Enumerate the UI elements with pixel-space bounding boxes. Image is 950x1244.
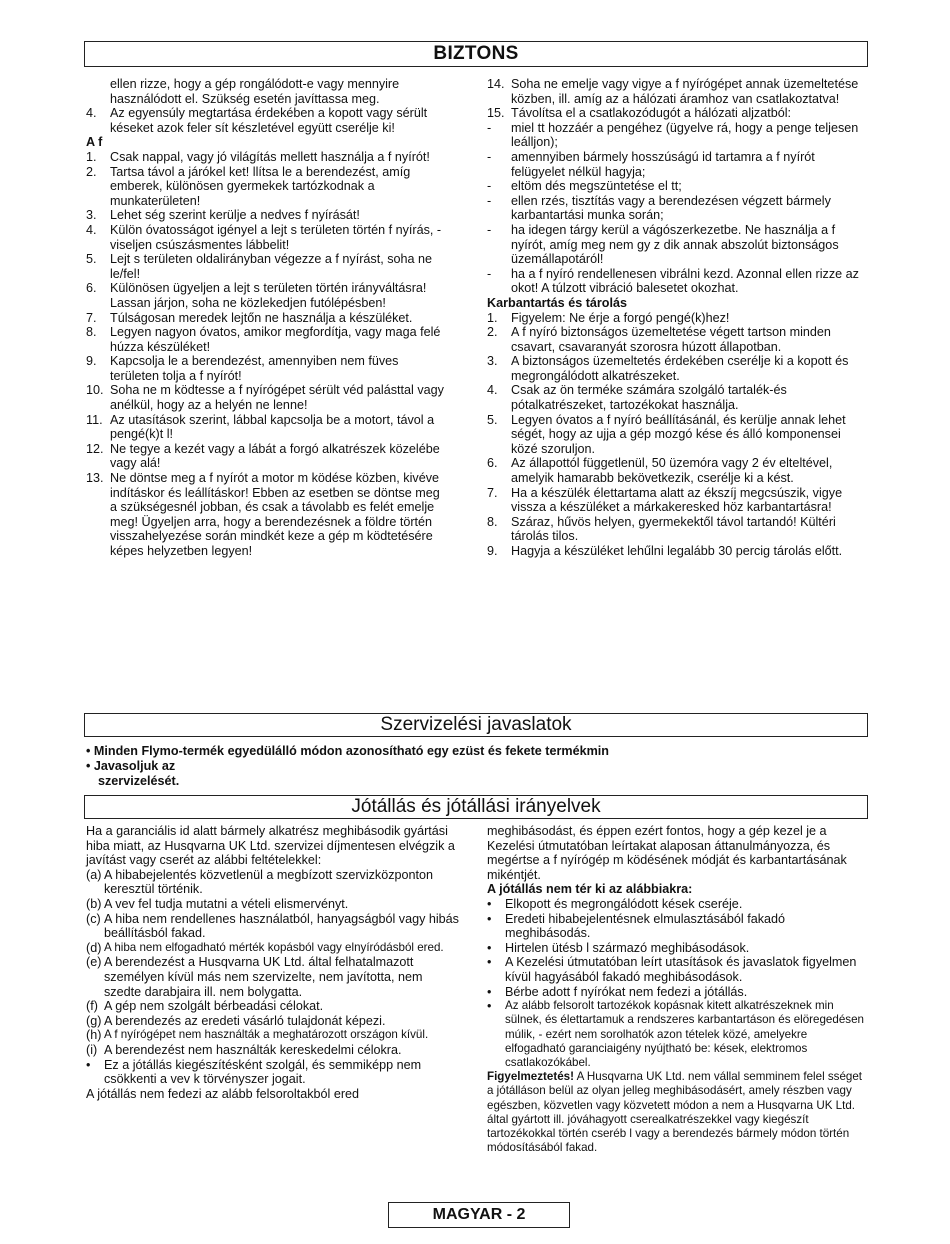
- list-item-text: Tartsa távol a járókel ket! llítsa le a berendezést, amíg emberek, különösen gyermekek tartózkodnak a munkaterületen!: [110, 164, 411, 208]
- list-item-marker: 11.: [86, 412, 103, 427]
- list-item-text: Az egyensúly megtartása érdekében a kopott vagy sérült késeket azok feler sít készletével együtt cserélje ki!: [110, 106, 428, 135]
- list-item-text: Kapcsolja le a berendezést, amennyiben nem füves területen tolja a f nyírót!: [110, 354, 399, 383]
- list-item: [86, 383, 448, 412]
- list-item-marker: (h): [86, 1028, 102, 1043]
- list-item-text: Hirtelen ütésb l származó meghibásodások.: [505, 940, 750, 955]
- list-item-text: ha idegen tárgy kerül a vágószerkezetbe. Ne használja a f nyírót, amíg meg nem gy z dik annak abszolút biztonságos üzemállapotáról!: [511, 222, 839, 267]
- list-item-marker: 5.: [86, 252, 97, 267]
- list-item-text: Csak nappal, vagy jó világítás mellett használja a f nyírót!: [110, 149, 430, 164]
- list-item-marker: 6.: [487, 456, 498, 471]
- list-item-marker: 2.: [86, 164, 97, 179]
- list-item-text: Ez a jótállás kiegészítésként szolgál, és semmiképp nem csökkenti a vev k törvényszer jogait.: [104, 1057, 422, 1087]
- paragraph: [487, 1070, 865, 1155]
- list-item: [86, 868, 460, 897]
- service-line: szervizelését.: [98, 774, 180, 788]
- list-item-text: Elkopott és megrongálódott kések cseréje.: [505, 896, 743, 911]
- list-item-marker: 10.: [86, 383, 104, 398]
- list-item-text: A berendezés az eredeti vásárló tulajdonát képezi.: [104, 1013, 386, 1028]
- list-item-text: ellen rzés, tisztítás vagy a berendezésen végzett bármely karbantartási munka során;: [511, 193, 831, 223]
- list-item-text: Legyen nagyon óvatos, amikor megfordítja, vagy maga felé húzza készüléket!: [110, 325, 441, 354]
- list-item: [487, 456, 863, 485]
- list-item-text: A Kezelési útmutatóban leírt utasítások és javaslatok figyelmen kívül hagyásából fakadó meghibásodások.: [505, 955, 857, 984]
- list-item-marker: -: [487, 222, 492, 237]
- list-item-marker: [86, 77, 110, 106]
- warranty-right-column: [487, 824, 865, 1155]
- paragraph: [487, 824, 865, 882]
- list-item-marker: (c): [86, 911, 101, 926]
- list-item: [86, 77, 448, 106]
- list-item-text: Bérbe adott f nyírókat nem fedezi a jótállás.: [505, 984, 748, 999]
- list-item-text: A biztonságos üzemeltetés érdekében cserélje ki a kopott és megrongálódott alkatrészeket.: [511, 354, 849, 383]
- list-item-marker: 4.: [86, 106, 97, 121]
- section-title-service: Szervizelési javaslatok: [84, 713, 868, 737]
- list-item: [487, 941, 865, 956]
- list-item-text: Az állapottól függetlenül, 50 üzemóra vagy 2 év elteltével, amelyik hamarabb bekövetkezik, cserélje ki a kést.: [511, 456, 833, 486]
- list-item: [487, 912, 865, 941]
- list-item-marker: -: [487, 266, 492, 281]
- list-item: [86, 1043, 460, 1058]
- list-item-marker: •: [487, 999, 492, 1014]
- list-item-text: ellen rizze, hogy a gép rongálódott-e vagy mennyire használódott el. Szükség esetén javíttassa meg.: [110, 77, 400, 106]
- list-item-text: Száraz, hűvös helyen, gyermekektől távol tartandó! Kültéri tárolás tilos.: [511, 514, 836, 544]
- paragraph-text: meghibásodást, és éppen ezért fontos, hogy a gép kezel je a Kezelési útmutatóban leírtakat alaposan áttanulmányozza, és megértse a f nyírógép m ködésének módját és karbantartásának mikéntjét.: [487, 824, 847, 882]
- list-item-marker: 8.: [487, 514, 498, 529]
- list-item-marker: 14.: [487, 77, 505, 91]
- list-item: [86, 354, 448, 383]
- list-item-marker: 3.: [487, 354, 498, 369]
- section-title-warranty: Jótállás és jótállási irányelvek: [84, 795, 868, 819]
- warranty-left-column: [86, 824, 460, 1101]
- list-heading: A jótállás nem tér ki az alábbiakra:: [487, 882, 693, 897]
- list-item: [487, 897, 865, 912]
- list-item-marker: 13.: [86, 471, 104, 486]
- list-item-text: A vev fel tudja mutatni a vételi elismervényt.: [104, 896, 349, 911]
- list-item-marker: 12.: [86, 441, 104, 456]
- list-item: [86, 223, 448, 252]
- list-item: [487, 179, 863, 194]
- list-item-text: Különösen ügyeljen a lejt s területen történ irányváltásra! Lassan járjon, soha ne közlekedjen futólépésben!: [110, 281, 427, 310]
- list-item-marker: -: [487, 120, 492, 135]
- list-item-marker: •: [86, 1057, 91, 1072]
- list-item-text: Ne tegye a kezét vagy a lábát a forgó alkatrészek közelébe vagy alá!: [110, 441, 440, 471]
- list-item-text: amennyiben bármely hosszúságú id tartamra a f nyírót felügyelet nélkül hagyja;: [511, 149, 815, 179]
- list-item: [86, 1028, 460, 1043]
- list-item: [487, 150, 863, 179]
- list-item-marker: (i): [86, 1042, 98, 1057]
- paragraph-text: Ha a garanciális id alatt bármely alkatrész meghibásodik gyártási hiba miatt, az Husqvarna UK Ltd. szervizei díjmentesen elvégzik a javítást vagy cserét az alábbi feltételekkel:: [86, 824, 455, 868]
- list-item-marker: •: [487, 940, 492, 955]
- list-item-text: Soha ne emelje vagy vigye a f nyírógépet annak üzemeltetése közben, ill. amíg az a hálózati áramhoz van csatlakoztatva!: [511, 77, 859, 106]
- list-item: [487, 325, 863, 354]
- list-item-marker: 1.: [86, 149, 97, 164]
- list-item-text: Külön óvatosságot igényel a lejt s területen történ f nyírás, - viseljen csúszásmentes lábbelit!: [110, 222, 442, 252]
- list-item: [487, 106, 863, 121]
- list-item-marker: 2.: [487, 325, 498, 340]
- list-item-marker: •: [487, 911, 492, 926]
- list-item-text: Távolítsa el a csatlakozódugót a hálózati aljzatból:: [511, 106, 792, 121]
- list-item-text: Hagyja a készüléket lehűlni legalább 30 percig tárolás előtt.: [511, 544, 843, 558]
- list-item-text: Ha a készülék élettartama alatt az ékszíj megcsúszik, vigye vissza a készüléket a márkakeresked höz karbantartásra!: [511, 485, 843, 515]
- list-item-marker: -: [487, 179, 492, 194]
- list-item-marker: 9.: [487, 544, 498, 558]
- paragraph-lead: Figyelmeztetés!: [487, 1070, 574, 1084]
- list-item: [487, 985, 865, 1000]
- list-item-marker: 9.: [86, 354, 97, 369]
- list-item: [487, 413, 863, 457]
- list-item: [86, 941, 460, 956]
- list-item-text: Lehet ség szerint kerülje a nedves f nyírását!: [110, 208, 360, 223]
- list-item: [86, 471, 448, 559]
- list-item-text: Figyelem: Ne érje a forgó pengé(k)hez!: [511, 310, 730, 325]
- list-item-text: Ne döntse meg a f nyírót a motor m ködése közben, kivéve indításkor és leállításkor! Ebben az esetben se döntse meg a szükségesnél jobban, és csak a távolabb es felét emelje meg! Ügyeljen arra, hogy a berendezésnek a földre történ visszahelyezése során mindkét keze a gép m ködtetésére képes helyzetben legyen!: [110, 471, 440, 558]
- list-item: [86, 325, 448, 354]
- list-item: [86, 165, 448, 209]
- list-item: [86, 912, 460, 941]
- list-item: [487, 311, 863, 326]
- list-item: [487, 194, 863, 223]
- list-item-text: eltöm dés megszüntetése el tt;: [511, 179, 682, 194]
- list-item-text: Lejt s területen oldalirányban végezze a f nyírást, soha ne le/fel!: [110, 252, 433, 281]
- list-item-text: Az utasítások szerint, lábbal kapcsolja be a motort, távol a pengé(k)t l!: [110, 412, 435, 442]
- list-item-marker: 7.: [86, 310, 97, 325]
- list-item-marker: (e): [86, 955, 102, 970]
- list-item-text: A hiba nem elfogadható mérték kopásból vagy elnyíródásból ered.: [104, 940, 444, 954]
- list-item-marker: -: [487, 193, 492, 208]
- list-item: [487, 486, 863, 515]
- list-item: [86, 955, 460, 999]
- list-item: [487, 955, 865, 984]
- list-item: [86, 1058, 460, 1087]
- paragraph-text: A jótállás nem fedezi az alább felsoroltakból ered: [86, 1086, 360, 1101]
- paragraph: [86, 824, 460, 868]
- list-item: [86, 311, 448, 326]
- list-item-marker: •: [487, 896, 492, 911]
- list-item-text: A gép nem szolgált bérbeadási célokat.: [104, 999, 324, 1014]
- list-item-marker: 4.: [86, 222, 97, 237]
- list-item-marker: (b): [86, 896, 102, 911]
- list-item-marker: 5.: [487, 412, 498, 427]
- safety-left-column: [86, 77, 448, 559]
- service-line: • Javasoljuk az: [86, 759, 176, 773]
- service-text: [86, 744, 866, 789]
- list-item: [86, 252, 448, 281]
- list-item: [487, 77, 863, 106]
- list-item-marker: •: [487, 984, 492, 999]
- list-heading: Karbantartás és tárolás: [487, 295, 627, 310]
- list-item: [487, 515, 863, 544]
- list-item: [86, 281, 448, 310]
- list-item-marker: (d): [86, 940, 102, 955]
- list-item: [86, 208, 448, 223]
- list-item: [86, 106, 448, 135]
- list-item-text: Eredeti hibabejelentésnek elmulasztásából fakadó meghibásodás.: [505, 911, 786, 941]
- section-title-safety: BIZTONS: [84, 41, 868, 67]
- page-footer-label: MAGYAR - 2: [388, 1202, 570, 1228]
- list-item: [86, 999, 460, 1014]
- list-item-marker: 6.: [86, 281, 97, 296]
- paragraph-text: A Husqvarna UK Ltd. nem vállal semminem felel sséget a jótálláson belül az olyan jelleg meghibásodásért, amely részben vagy egészben, közvetlen vagy közvetett módon a nem a Husqvarna UK Ltd. által gyártott ill. jóváhagyott cserealkatrészekkel vagy kiegészít tartozékokkal történ cseréb l vagy a berendezés bármely módon történ módosításából fakad.: [487, 1070, 863, 1155]
- safety-right-column: [487, 77, 863, 559]
- list-item: [86, 413, 448, 442]
- list-item-text: A berendezést a Husqvarna UK Ltd. által felhatalmazott személyen kívül más nem szervizelte, nem javította, nem szedte darabjaira ill. nem bolygatta.: [104, 955, 423, 999]
- list-item-text: A hibabejelentés közvetlenül a megbízott szervizközponton keresztül történik.: [104, 867, 434, 897]
- paragraph: [86, 1087, 460, 1102]
- list-item-marker: 15.: [487, 106, 505, 121]
- list-item-marker: 8.: [86, 325, 97, 340]
- list-item-text: miel tt hozzáér a pengéhez (ügyelve rá, hogy a penge teljesen leálljon);: [511, 120, 859, 150]
- list-item-marker: 1.: [487, 310, 498, 325]
- list-item-text: Túlságosan meredek lejtőn ne használja a készüléket.: [110, 310, 413, 325]
- list-item-marker: 7.: [487, 485, 498, 500]
- service-line: • Minden Flymo-termék egyedülálló módon azonosítható egy ezüst és fekete termékmin: [86, 744, 609, 758]
- list-item-text: A hiba nem rendellenes használatból, hanyagságból vagy hibás beállításból fakad.: [104, 911, 459, 941]
- list-item-text: Legyen óvatos a f nyíró beállításánál, és kerülje annak lehet ségét, hogy az ujja a gép mozgó kése és álló komponensei közé szoruljon.: [511, 412, 846, 456]
- list-item-text: ha a f nyíró rendellenesen vibrálni kezd. Azonnal ellen rizze az okot! A túlzott vibráció balesetet okozhat.: [511, 266, 859, 296]
- list-item-marker: -: [487, 149, 492, 164]
- list-item: [487, 267, 863, 296]
- list-item-text: A berendezést nem használták kereskedelmi célokra.: [104, 1042, 402, 1057]
- list-item: [487, 354, 863, 383]
- list-item-marker: •: [487, 955, 492, 970]
- list-item-text: A f nyíró biztonságos üzemeltetése végett tartson minden csavart, csavaranyát szorosra húzott állapotban.: [511, 325, 831, 354]
- list-heading: A f: [86, 135, 103, 150]
- list-item: [86, 1014, 460, 1029]
- list-item: [86, 150, 448, 165]
- list-item-marker: (f): [86, 999, 98, 1014]
- list-item: [86, 442, 448, 471]
- list-item: [487, 544, 863, 559]
- list-item: [86, 897, 460, 912]
- list-item-text: Csak az ön terméke számára szolgáló tartalék-és pótalkatrészeket, tartozékokat használja.: [511, 383, 787, 413]
- list-item-marker: (a): [86, 867, 102, 882]
- list-item-text: Soha ne m ködtesse a f nyírógépet sérült véd palásttal vagy anélkül, hogy az a helyén ne lenne!: [110, 383, 444, 413]
- list-item-text: Az alább felsorolt tartozékok kopásnak kitett alkatrészeknek min sülnek, és élettartamuk a rendszeres karbantartáson és elöregedésen múlik, - ezért nem sorolhatók azon tételek közé, amelyekre elfogadható garanciaigény nyújtható be: kések, elektromos csatlakozókábel.: [505, 999, 864, 1069]
- list-item-marker: 4.: [487, 383, 498, 398]
- list-item-marker: 3.: [86, 208, 97, 223]
- list-item: [487, 223, 863, 267]
- list-item-text: A f nyírógépet nem használták a meghatározott országon kívül.: [104, 1028, 429, 1042]
- list-item-marker: (g): [86, 1013, 102, 1028]
- list-item: [487, 121, 863, 150]
- list-item: [487, 999, 865, 1070]
- list-item: [487, 383, 863, 412]
